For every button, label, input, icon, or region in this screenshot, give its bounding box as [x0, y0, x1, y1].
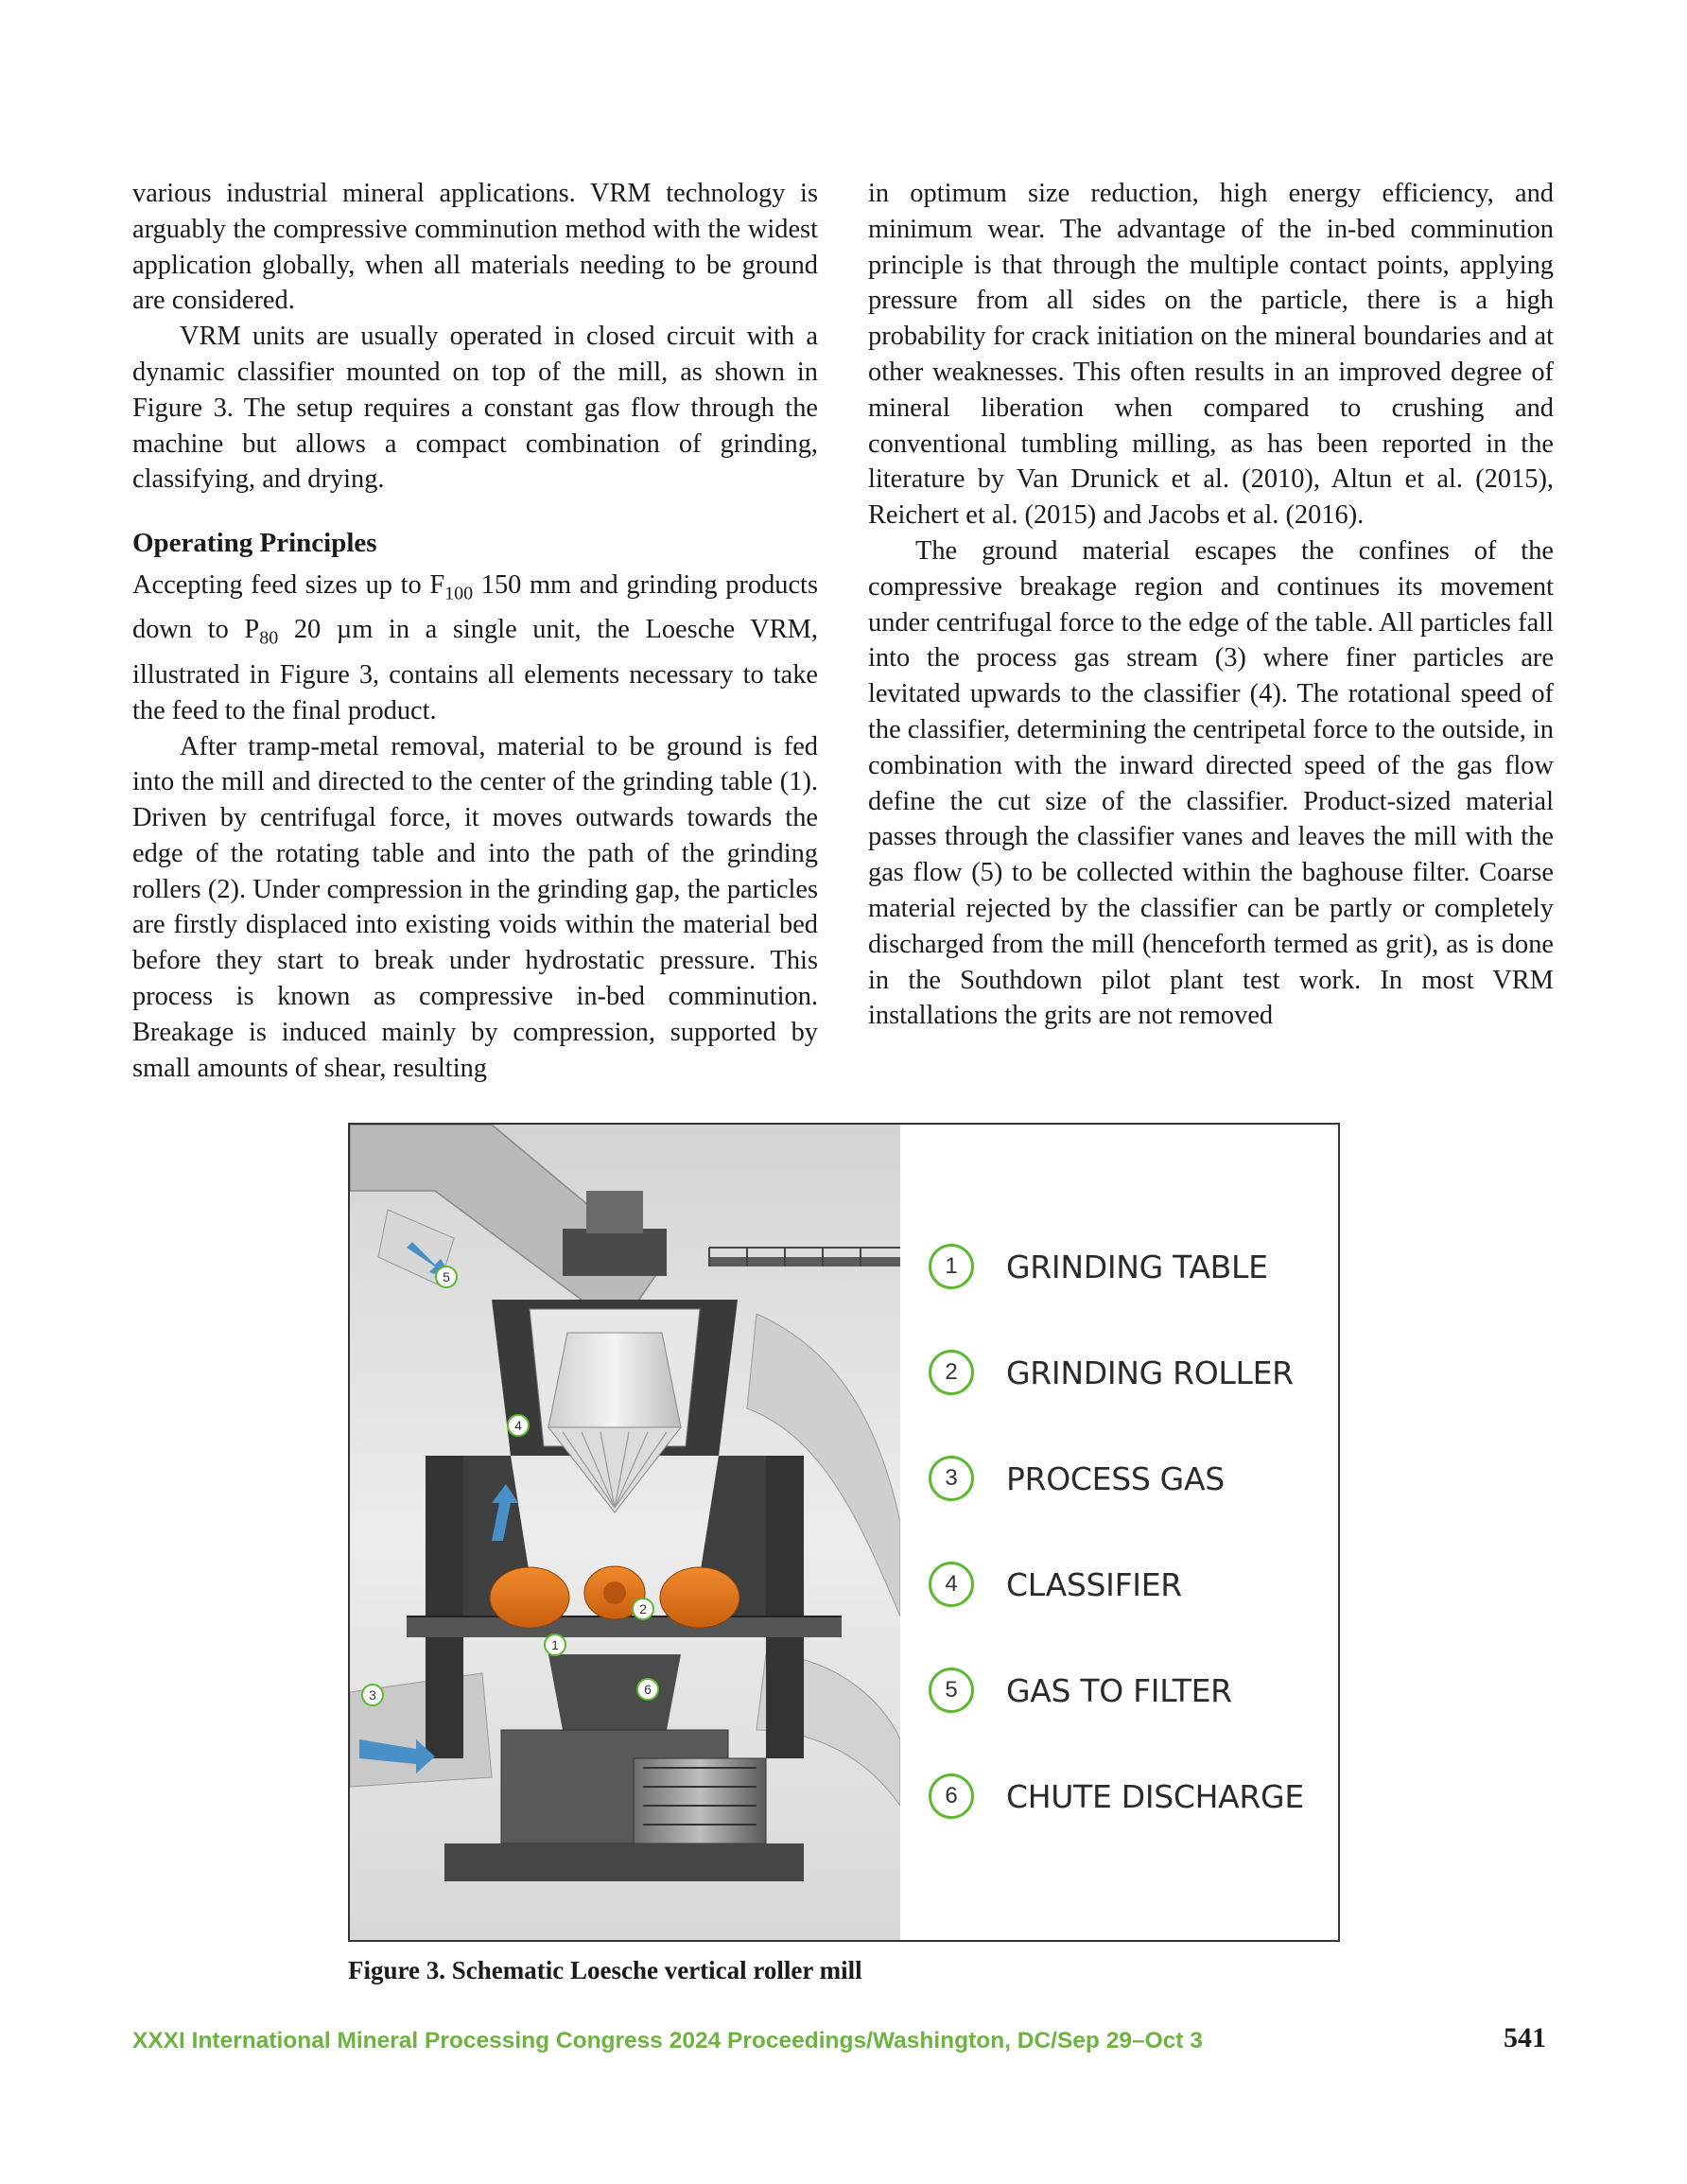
paragraph: VRM units are usually operated in closed circuit with a dynamic classifier mounted on top of the mill, as shown in Figure 3. The setup requires a constant gas flow through the machine but allows a compact combination of grinding, classifying, and drying.: [132, 322, 818, 495]
marker-4: 4: [514, 1418, 522, 1433]
number-badge: 6: [929, 1773, 974, 1819]
page-number: 541: [1504, 2022, 1546, 2053]
legend-label: CLASSIFIER: [1006, 1565, 1182, 1603]
section-heading: Operating Principles: [132, 528, 377, 559]
paragraph: The ground material escapes the confines of the compressive breakage region and continues its movement under centrifugal force to the edge of the table. All particles fall into the process gas stream (3) where finer particles are levitated upwards to the classifier (4). The rotational speed of the classifier, determining the centripetal force to the outside, in combination with the inward directed speed of the gas flow define the cut size of the classifier. Product-sized material passes through the classifier vanes and leaves the mill with the gas flow (5) to be collected within the baghouse filter. Coarse material rejected by the classifier can be partly or completely discharged from the mill (henceforth termed as grit), as is done in the Southdown pilot plant test work. In most VRM installations the grits are not removed: [868, 535, 1554, 1031]
right-column: [868, 176, 1554, 1034]
left-column: [132, 176, 818, 1086]
number-badge: 4: [929, 1562, 974, 1607]
legend-item: [929, 1556, 1182, 1613]
legend-label: CHUTE DISCHARGE: [1006, 1777, 1304, 1815]
text-run: 150 mm and grinding products down to P: [132, 569, 818, 645]
paragraph: various industrial mineral applications. VRM technology is arguably the compressive comminution method with the widest application globally, when all materials needing to be ground are considered.: [132, 179, 818, 316]
legend-label: GAS TO FILTER: [1006, 1671, 1232, 1709]
legend-item: [929, 1344, 1294, 1401]
legend-item: [929, 1768, 1304, 1825]
figure-legend: [929, 1125, 1335, 1940]
legend-label: GRINDING ROLLER: [1006, 1354, 1294, 1391]
number-badge: 1: [929, 1244, 974, 1289]
marker-6: 6: [644, 1682, 652, 1697]
subscript: 80: [259, 628, 279, 650]
marker-5: 5: [443, 1269, 450, 1284]
legend-item: [929, 1450, 1225, 1507]
legend-item: [929, 1662, 1232, 1719]
legend-label: PROCESS GAS: [1006, 1459, 1225, 1497]
number-badge: 2: [929, 1350, 974, 1395]
number-badge: 5: [929, 1668, 974, 1713]
marker-2: 2: [639, 1601, 647, 1616]
text-run: 20 µm in a single unit, the Loesche VRM, illustrated in Figure 3, contains all elements necessary to take the feed to the final product.: [132, 615, 818, 725]
subscript: 100: [444, 583, 474, 604]
figure-caption: Figure 3. Schematic Loesche vertical roller mill: [348, 1956, 862, 1984]
marker-1: 1: [551, 1637, 559, 1652]
paragraph: in optimum size reduction, high energy efficiency, and minimum wear. The advantage of the in-bed comminution principle is that through the multiple contact points, applying pressure from all sides on the particle, there is a high probability for crack initiation on the mineral boundaries and at other weaknesses. This often results in an improved degree of mineral liberation when compared to crushing and conventional tumbling milling, as has been reported in the literature by Van Drunick et al. (2010), Altun et al. (2015), Reichert et al. (2015) and Jacobs et al. (2016).: [868, 179, 1554, 531]
vertical-roller-mill-illustration: [350, 1125, 900, 1940]
text-run: Accepting feed sizes up to F: [132, 569, 445, 600]
paragraph: After tramp-metal removal, material to be ground is fed into the mill and directed to the center of the grinding table (1). Driven by centrifugal force, it moves outwards towards the edge of the rotating table and into the path of the grinding rollers (2). Under compression in the grinding gap, the particles are firstly displaced into existing voids within the material bed before they start to break under hydrostatic pressure. This process is known as compressive in-bed comminution. Breakage is induced mainly by compression, supported by small amounts of shear, resulting: [132, 731, 818, 1083]
footer-text: XXXI International Mineral Processing Congress 2024 Proceedings/Washington, DC/Sep 29–Oct 3: [132, 2028, 1203, 2053]
figure-3: [348, 1123, 1340, 1942]
paragraph: [132, 568, 818, 729]
number-badge: 3: [929, 1456, 974, 1501]
marker-3: 3: [369, 1687, 376, 1703]
legend-item: [929, 1238, 1268, 1295]
legend-label: GRINDING TABLE: [1006, 1248, 1268, 1285]
